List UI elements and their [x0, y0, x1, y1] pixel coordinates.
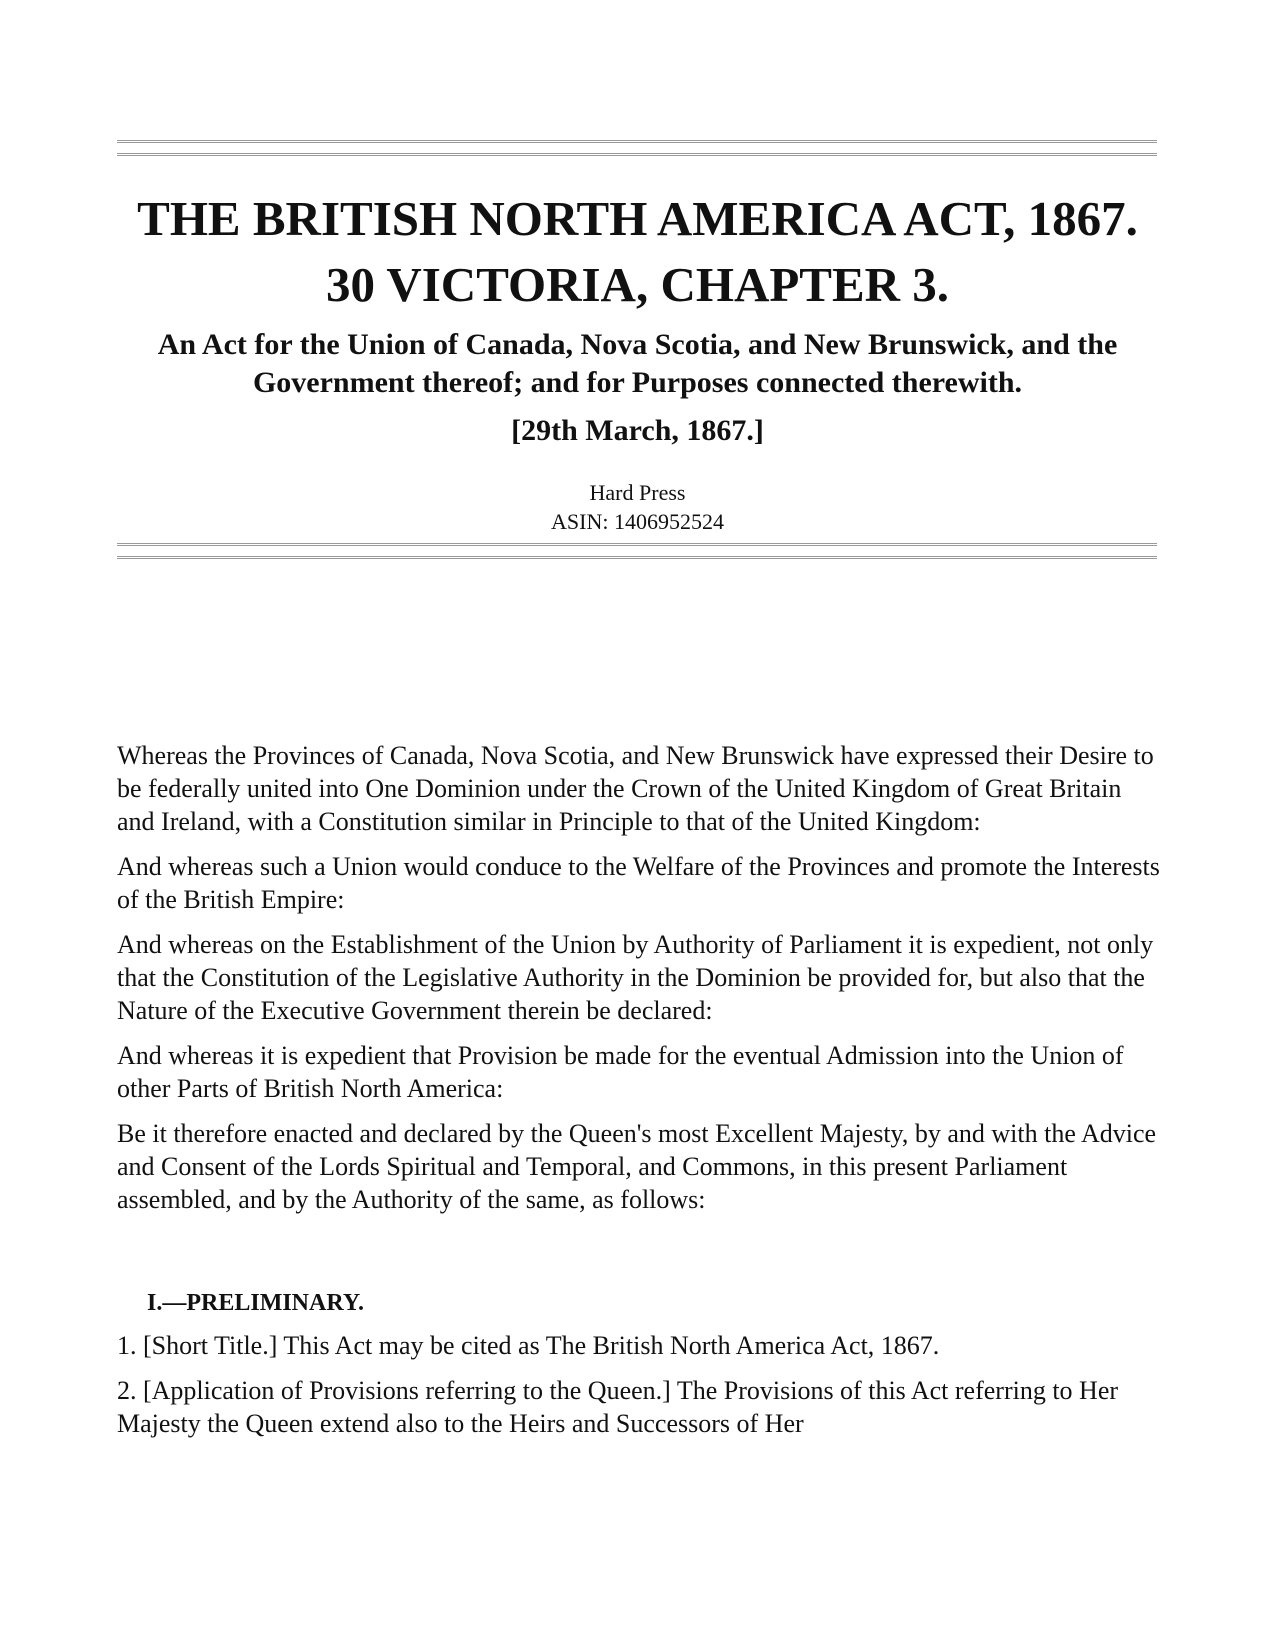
act-chapter: 30 VICTORIA, CHAPTER 3. — [325, 257, 950, 312]
act-title: THE BRITISH NORTH AMERICA ACT, 1867. — [137, 191, 1138, 246]
top-divider-1 — [117, 140, 1157, 143]
act-date: [29th March, 1867.] — [511, 414, 764, 447]
preamble-paragraph: And whereas such a Union would conduce to the Welfare of the Provinces and promote the Interests of the British Empire: — [117, 852, 1160, 914]
asin: ASIN: 1406952524 — [551, 509, 724, 534]
top-divider-2 — [117, 153, 1157, 156]
title-block — [100, 186, 1175, 536]
publisher: Hard Press — [589, 480, 686, 505]
bottom-divider-1 — [117, 543, 1157, 546]
preamble — [117, 739, 1162, 1228]
section-preliminary — [117, 1287, 1162, 1452]
preamble-paragraph: Be it therefore enacted and declared by the Queen's most Excellent Majesty, by and with the Advice and Consent of the Lords Spiritual and Temporal, and Commons, in this present Parliament assembled, and by the Authority of the same, as follows: — [117, 1119, 1157, 1214]
section-heading: I.—PRELIMINARY. — [147, 1290, 364, 1316]
section-item: 1. [Short Title.] This Act may be cited as The British North America Act, 1867. — [117, 1331, 940, 1360]
bottom-divider-2 — [117, 556, 1157, 559]
preamble-paragraph: And whereas it is expedient that Provision be made for the eventual Admission into the Union of other Parts of British North America: — [117, 1041, 1124, 1103]
preamble-paragraph: Whereas the Provinces of Canada, Nova Scotia, and New Brunswick have expressed their Desire to be federally united into One Dominion under the Crown of the United Kingdom of Great Britain and Ireland, with a Constitution similar in Principle to that of the United Kingdom: — [117, 741, 1154, 836]
act-subtitle: An Act for the Union of Canada, Nova Scotia, and New Brunswick, and the Government thereof; and for Purposes connected therewith. — [157, 328, 1118, 399]
section-item: 2. [Application of Provisions referring to the Queen.] The Provisions of this Act referring to Her Majesty the Queen extend also to the Heirs and Successors of Her — [117, 1376, 1119, 1438]
preamble-paragraph: And whereas on the Establishment of the Union by Authority of Parliament it is expedient, not only that the Constitution of the Legislative Authority in the Dominion be provided for, but also that the Nature of the Executive Government therein be declared: — [117, 930, 1154, 1025]
